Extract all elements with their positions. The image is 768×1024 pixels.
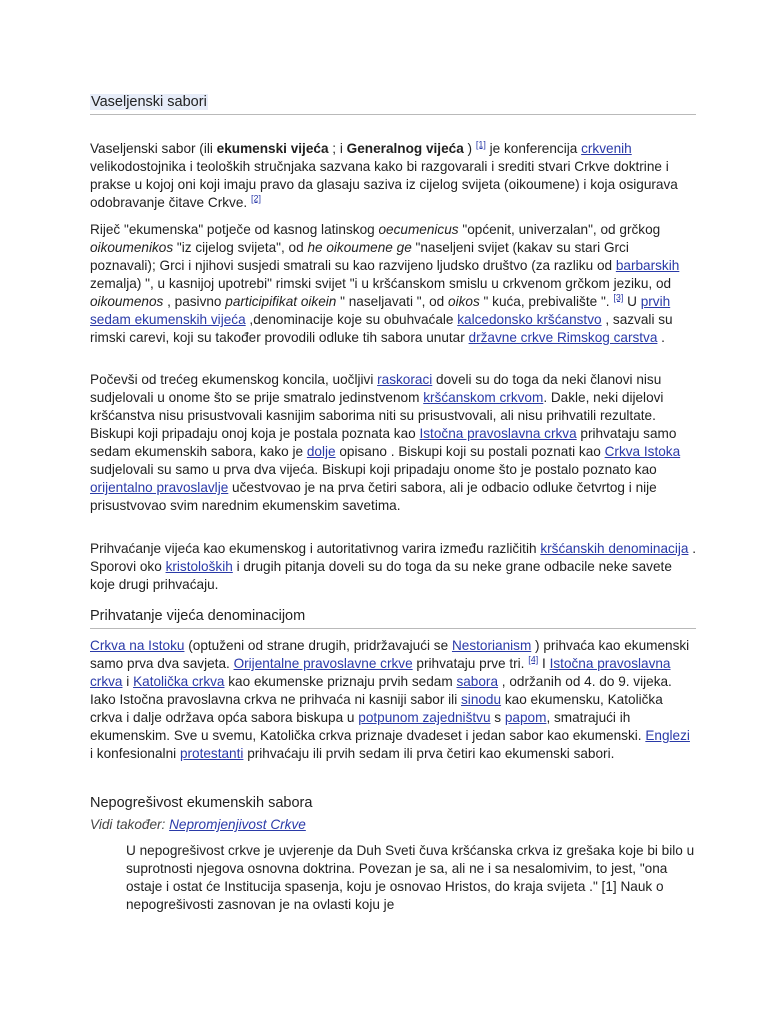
link-barbarskih[interactable]: barbarskih	[615, 258, 680, 273]
text: , pasivno	[163, 294, 226, 309]
text: ; i	[328, 141, 347, 156]
link-katolicka-crkva[interactable]: Katolička crkva	[133, 674, 225, 689]
text: velikodostojnika i teoloških stručnjaka sazvana kako bi razgovarali i srediti stvari Crkve doktrine i prakse u kojoj oni koji imaju pravo da glasaju saziva iz cijelog svijeta (oikoumene) i koja osigurava odobravanje čitave Crkve.	[90, 159, 678, 210]
reference-link[interactable]: [2]	[250, 193, 261, 204]
text: prihvataju prve tri.	[412, 656, 529, 671]
quote-paragraph: U nepogrešivost crkve je uvjerenje da Duh Sveti čuva kršćanska crkva iz grešaka koje bi bilo u suprotnosti njegova osnovna doktrina. Povezan je sa, ali ne i sa nesalomivim, to jest, "ona ostaje i ostat će Institucija spasenja, koju je osnovao Hristos, do kraja svijeta ." [1] Nauk o nepogrešivosti zasnovan je na ovlasti koju je	[126, 843, 695, 912]
link-orijentalno-pravoslavlje[interactable]: orijentalno pravoslavlje	[90, 480, 229, 495]
text: Prihvaćanje vijeća kao ekumenskog i autoritativnog varira između različitih	[90, 541, 541, 556]
text: prihvaćaju ili prvih sedam ili prva četiri kao ekumenski sabori.	[243, 746, 615, 761]
italic-term: oikos	[448, 294, 480, 309]
link-papom[interactable]: papom	[504, 710, 547, 725]
link-dolje[interactable]: dolje	[306, 444, 336, 459]
text: . Sporovi oko	[90, 541, 696, 574]
text: , smatrajući ih ekumenskim. Sve u svemu, Katolička crkva priznaje dvadeset i jedan sabor kao ekumenski.	[90, 710, 646, 743]
italic-term: oecumenicus	[378, 222, 459, 237]
text: "općenit, univerzalan", od grčkog	[458, 222, 661, 237]
text: Vaseljenski sabor (ili	[90, 141, 217, 156]
text: zemalja) ", u kasnijoj upotrebi" rimski svijet "i u kršćanskom smislu u crkvenom grčkom jeziku, od	[90, 276, 672, 291]
text: prihvataju samo sedam ekumenskih sabora, kako je	[90, 426, 677, 459]
link-orijentalne-pravoslavne[interactable]: Orijentalne pravoslavne crkve	[233, 656, 413, 671]
text: " kuća, prebivalište ".	[479, 294, 614, 309]
section-heading-prihvatanje: Prihvatanje vijeća denominacijom	[90, 606, 696, 629]
link-sinodu[interactable]: sinodu	[461, 692, 502, 707]
link-raskoraci[interactable]: raskoraci	[377, 372, 433, 387]
link-crkva-istoka[interactable]: Crkva Istoka	[604, 444, 681, 459]
text: (optuženi od strane drugih, pridržavajući se	[184, 638, 452, 653]
paragraph-acceptance	[90, 540, 696, 594]
link-englezi[interactable]: Englezi	[645, 728, 690, 743]
link-sabora[interactable]: sabora	[456, 674, 499, 689]
link-kalcedonsko[interactable]: kalcedonsko kršćanstvo	[457, 312, 602, 327]
link-crkva-na-istoku[interactable]: Crkva na Istoku	[90, 638, 185, 653]
italic-term: oikoumenikos	[90, 240, 174, 255]
link-nepromjenjivost-crkve[interactable]: Nepromjenjivost Crkve	[169, 817, 306, 832]
text: s	[490, 710, 505, 725]
paragraph-etymology	[90, 221, 696, 347]
text: I	[538, 656, 550, 671]
text: ,denominacije koje su obuhvaćale	[245, 312, 458, 327]
text: " naseljavati ", od	[336, 294, 449, 309]
bold-term: Generalnog vijeća	[346, 141, 464, 156]
link-prvih-sedam[interactable]: prvih sedam ekumenskih vijeća	[90, 294, 671, 327]
link-potpunom-zajednistvu[interactable]: potpunom zajedništvu	[358, 710, 491, 725]
italic-term: oikoumenos	[90, 294, 164, 309]
paragraph-intro	[90, 140, 696, 212]
text: i drugih pitanja doveli su do toga da su neke grane odbacile neke savete koje drugi prihvaćaju.	[90, 559, 672, 592]
paragraph-denominations	[90, 637, 696, 763]
section-heading-nepogresivost: Nepogrešivost ekumenskih sabora	[90, 795, 313, 811]
link-krscanskom-crkvom[interactable]: kršćanskom crkvom	[423, 390, 544, 405]
link-krscanskih-denominacija[interactable]: kršćanskih denominacija	[540, 541, 689, 556]
text: i	[122, 674, 134, 689]
reference-link[interactable]: [3]	[613, 292, 624, 303]
text: )	[463, 141, 476, 156]
see-also-label: Vidi također:	[90, 817, 170, 832]
text: , održanih od 4. do 9. vijeka. Iako Istočna pravoslavna crkva ne prihvaća ni kasniji sabor ili	[90, 674, 672, 707]
text: i konfesionalni	[90, 746, 180, 761]
text: .	[657, 330, 665, 345]
see-also-line	[90, 816, 696, 834]
link-istocna-pravoslavna-crkva[interactable]: Istočna pravoslavna crkva	[90, 656, 671, 689]
italic-term: participifikat oikein	[225, 294, 337, 309]
link-drzavne-crkve[interactable]: državne crkve Rimskog carstva	[468, 330, 658, 345]
text: učestvovao je na prva četiri sabora, ali je odbacio odluke četvrtog i nije prisustvovao svim narednim ekumenskim savetima.	[90, 480, 657, 513]
text: sudjelovali su samo u prva dva vijeća. Biskupi koji pripadaju onome što je postalo poznato kao	[90, 462, 657, 477]
paragraph-schisms	[90, 371, 696, 515]
text: ) prihvaća kao ekumenski samo prva dva savjeta.	[90, 638, 690, 671]
text: . Dakle, neki dijelovi kršćanstva nisu prisustvovali kasnijim saborima niti su prisustvovali, ali nisu prihvatili rezultate. Biskupi koji pripadaju onoj koja je postala poznata kao	[90, 390, 664, 441]
reference-link[interactable]: [4]	[528, 654, 539, 665]
link-nestorianism[interactable]: Nestorianism	[451, 638, 532, 653]
text: kao ekumenske priznaju prvih sedam	[224, 674, 457, 689]
text: "naseljeni svijet (kakav su stari Grci poznavali); Grci i njihovi susjedi smatrali su kao razvijeno ljudsko društvo (za razliku od	[90, 240, 629, 273]
text: Počevši od trećeg ekumenskog koncila, uočljivi	[90, 372, 378, 387]
text: , sazvali su rimski carevi, koji su također provodili odluke tih sabora unutar	[90, 312, 673, 345]
text: U	[623, 294, 641, 309]
bold-term: ekumenski vijeća	[216, 141, 329, 156]
text: Riječ "ekumenska" potječe od kasnog latinskog	[90, 222, 379, 237]
text: doveli su do toga da neki članovi nisu sudjelovali u onome što se prije smatralo jedinstvenom	[90, 372, 662, 405]
link-protestanti[interactable]: protestanti	[179, 746, 244, 761]
text: "iz cijelog svijeta", od	[173, 240, 308, 255]
page-title	[90, 92, 696, 115]
page-title-text: Vaseljenski sabori	[91, 94, 207, 110]
text: opisano . Biskupi koji su postali poznati kao	[335, 444, 605, 459]
text: je konferencija	[485, 141, 582, 156]
reference-link[interactable]: [1]	[475, 139, 486, 150]
text: kao ekumensku, Katolička crkva i dalje održava opća sabora biskupa u	[90, 692, 663, 725]
link-kristoloskih[interactable]: kristoloških	[165, 559, 233, 574]
italic-term: he oikoumene ge	[307, 240, 412, 255]
link-crkvenih[interactable]: crkvenih	[581, 141, 632, 156]
link-istocna-pravoslavna[interactable]: Istočna pravoslavna crkva	[419, 426, 577, 441]
